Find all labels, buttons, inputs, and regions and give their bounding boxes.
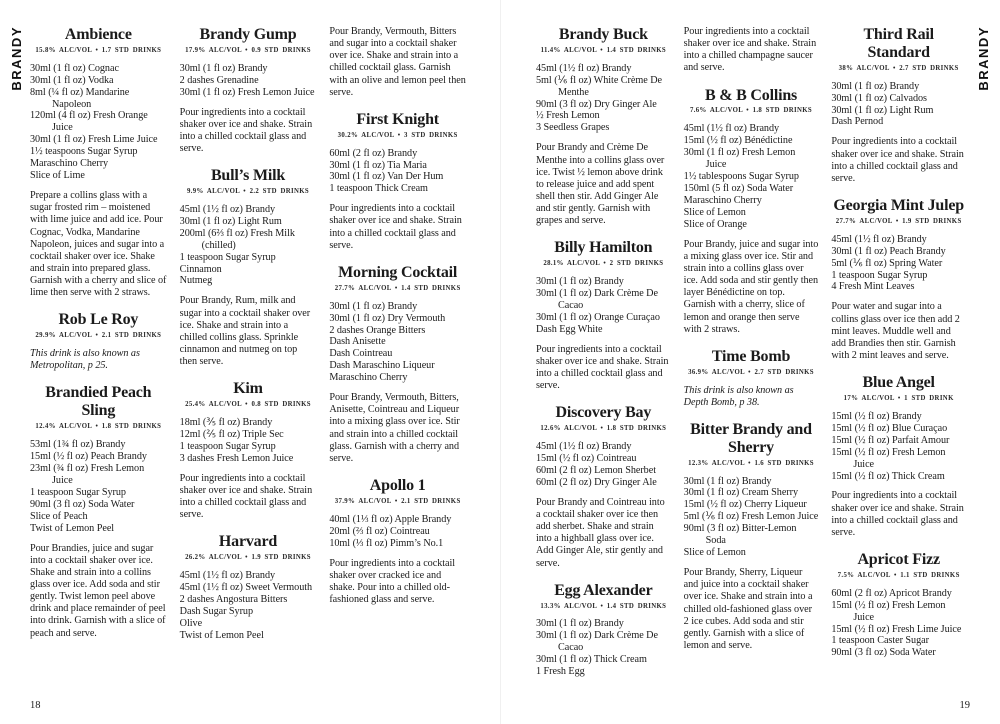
recipe-column: [831, 26, 966, 694]
recipe-stats: 37.9% ALC/VOL • 2.1 STD DRINKS: [334, 497, 461, 505]
method-paragraph: Pour ingredients into a cocktail shaker over ice and shake. Strain into a chilled cocktail glass and serve.: [831, 490, 964, 538]
ingredient-line: 30ml (1 fl oz) Fresh Lemon Juice: [683, 147, 796, 171]
ingredient-line: 30ml (1 fl oz) Brandy: [683, 475, 772, 487]
ingredient-line: 3 dashes Fresh Lemon Juice: [179, 452, 294, 464]
ingredient-line: Dash Pernod: [831, 116, 884, 128]
ingredient-line: 30ml (1 fl oz) Dry Vermouth: [329, 312, 446, 324]
ingredient-line: 1½ tablespoons Sugar Syrup: [683, 171, 799, 183]
recipe-title: Egg Alexander: [554, 581, 653, 599]
ingredient-line: 15ml (½ fl oz) Fresh Lemon Juice: [831, 599, 946, 623]
ingredient-line: 1 teaspoon Sugar Syrup: [831, 269, 928, 281]
recipe-stats: 13.3% ALC/VOL • 1.4 STD DRINKS: [540, 602, 667, 610]
section-tab-brandy-left: BRANDY: [9, 26, 24, 91]
ingredient-line: 60ml (2 fl oz) Lemon Sherbet: [536, 464, 656, 476]
page-right-columns: [536, 26, 966, 694]
ingredient-list: [831, 234, 966, 294]
recipe-title: Rob Le Roy: [58, 311, 139, 329]
recipe-stats: 28.1% ALC/VOL • 2 STD DRINKS: [543, 260, 664, 268]
ingredient-line: 30ml (1 fl oz) Cream Sherry: [683, 487, 799, 499]
ingredient-line: 150ml (5 fl oz) Soda Water: [683, 182, 794, 194]
ingredient-line: Slice of Lemon: [683, 547, 746, 559]
recipe-title: B & B Collins: [704, 86, 798, 104]
ingredient-line: 30ml (1 fl oz) Fresh Lime Juice: [30, 134, 158, 146]
recipe-title: Apollo 1: [369, 477, 426, 495]
ingredient-list: [180, 204, 317, 288]
also-known-as-note: This drink is also known as Metropolitan, p 25.: [30, 348, 140, 372]
ingredient-line: 12ml (⅖ fl oz) Triple Sec: [179, 428, 284, 440]
ingredient-line: 30ml (1 fl oz) Light Rum: [179, 215, 282, 227]
ingredient-line: Dash Maraschino Liqueur: [329, 360, 435, 372]
ingredient-line: 15ml (½ fl oz) Thick Cream: [831, 470, 945, 482]
ingredient-line: 30ml (1 fl oz) Brandy: [536, 276, 624, 288]
ingredient-line: 8ml (¼ fl oz) Mandarine Napoleon: [30, 86, 130, 110]
recipe-stats: 9.9% ALC/VOL • 2.2 STD DRINKS: [186, 188, 310, 196]
ingredient-line: ½ Fresh Lemon: [536, 110, 600, 122]
ingredient-line: 15ml (½ fl oz) Brandy: [831, 410, 922, 422]
recipe-stats: 25.4% ALC/VOL • 0.8 STD DRINKS: [185, 401, 311, 409]
ingredient-line: 20ml (⅔ fl oz) Cointreau: [329, 525, 430, 537]
ingredient-line: 5ml (⅙ fl oz) White Crème De Menthe: [536, 74, 662, 98]
recipe-stats: 12.4% ALC/VOL • 1.8 STD DRINKS: [35, 423, 162, 431]
ingredient-line: 1 teaspoon Caster Sugar: [831, 635, 929, 647]
ingredient-line: 30ml (1 fl oz) Van Der Hum: [329, 171, 444, 183]
recipe-stats: 36.9% ALC/VOL • 2.7 STD DRINKS: [688, 368, 814, 376]
recipe-stats: 27.7% ALC/VOL • 1.4 STD DRINKS: [334, 284, 461, 292]
recipe-title: Morning Cocktail: [338, 263, 458, 281]
ingredient-line: 30ml (1 fl oz) Orange Curaçao: [536, 311, 660, 323]
method-paragraph: Pour ingredients into a cocktail shaker over ice and shake. Strain into a chilled cocktail glass and serve.: [831, 136, 964, 184]
ingredient-line: 15ml (½ fl oz) Blue Curaçao: [831, 422, 948, 434]
ingredient-line: 15ml (½ fl oz) Cointreau: [536, 453, 637, 464]
ingredient-line: 30ml (1 fl oz) Fresh Lemon Juice: [179, 86, 315, 98]
method-paragraph: Pour Brandy, juice and sugar into a mixing glass over ice. Stir and strain into a collins glass over ice. Add soda and stir gently then layer Bénédictine on top. Garnish with a cherry, slice of lemon and orange then serve with 2 straws.: [683, 238, 819, 335]
ingredient-list: [684, 123, 819, 230]
recipe-column: [329, 26, 466, 694]
ingredient-line: 200ml (6⅔ fl oz) Fresh Milk (chilled): [179, 227, 295, 251]
ingredient-list: [329, 148, 466, 196]
recipe-stats: 12.6% ALC/VOL • 1.8 STD DRINKS: [540, 425, 667, 433]
ingredient-line: Dash Cointreau: [329, 348, 393, 360]
ingredient-line: 30ml (1 fl oz) Brandy: [179, 62, 268, 74]
ingredient-line: 30ml (1 fl oz) Vodka: [30, 74, 114, 86]
method-paragraph: Pour ingredients into a cocktail shaker over cracked ice and shake. Pour into a chilled old-fashioned glass and serve.: [329, 557, 456, 605]
ingredient-line: 18ml (⅗ fl oz) Brandy: [179, 416, 273, 428]
recipe-stats: 7.5% ALC/VOL • 1.1 STD DRINKS: [837, 571, 960, 579]
also-known-as-note: This drink is also known as Depth Bomb, p 38.: [683, 384, 794, 408]
page-number-right: 19: [959, 700, 970, 711]
ingredient-line: 120ml (4 fl oz) Fresh Orange Juice: [30, 110, 148, 134]
ingredient-line: Slice of Orange: [683, 218, 747, 230]
ingredient-list: [831, 81, 966, 129]
ingredient-line: 15ml (½ fl oz) Bénédictine: [683, 135, 793, 147]
ingredient-line: 30ml (1 fl oz) Brandy: [831, 80, 920, 92]
ingredient-line: 45ml (1½ fl oz) Brandy: [536, 441, 632, 453]
recipe-stats: 7.6% ALC/VOL • 1.8 STD DRINKS: [689, 107, 813, 115]
method-paragraph: Pour Brandies, juice and sugar into a cocktail shaker over ice. Shake and strain into a collins glass over ice. Add soda and stir gently. Twist lemon peel above drink and place remainder of peel into drink. Garnish with a slice of peach and serve.: [30, 542, 166, 639]
ingredient-list: [329, 514, 466, 550]
method-paragraph: Pour Brandy and Cointreau into a cocktail shaker over ice then add sherbet. Shake and strain into a highball glass over ice. Add Ginger Ale, stir gently and serve.: [536, 496, 665, 569]
method-paragraph: Pour ingredients into a cocktail shaker over ice and shake. Strain into a chilled champagne saucer and serve.: [683, 26, 817, 74]
recipe-title: Brandy Buck: [558, 26, 648, 43]
ingredient-line: Slice of Lime: [30, 170, 85, 182]
recipe-stats: 15.8% ALC/VOL • 1.7 STD DRINKS: [35, 46, 162, 54]
ingredient-line: 30ml (1 fl oz) Brandy: [536, 618, 624, 630]
ingredient-line: 53ml (1¾ fl oz) Brandy: [30, 439, 126, 451]
ingredient-line: 90ml (3 fl oz) Bitter-Lemon Soda: [683, 523, 797, 547]
ingredient-line: Twist of Lemon Peel: [30, 522, 115, 534]
ingredient-line: 1 teaspoon Sugar Syrup: [30, 486, 126, 498]
recipe-title: Blue Angel: [862, 374, 935, 392]
method-paragraph: Pour Brandy and Crème De Menthe into a collins glass over ice. Twist ½ lemon above drink to release juice and add spent shell then stir. Add Ginger Ale and stir gently. Garnish with grapes and serve.: [536, 142, 665, 227]
ingredient-line: 90ml (3 fl oz) Soda Water: [30, 498, 135, 510]
ingredient-list: [536, 441, 671, 489]
ingredient-list: [180, 570, 317, 642]
ingredient-list: [180, 417, 317, 465]
method-paragraph: Prepare a collins glass with a sugar frosted rim – moistened with lime juice and add ice. Pour Cognac, Vodka, Mandarine Napoleon, juices and sugar into a cocktail shaker over ice. Shake and strain into prepared glass. Garnish with a cherry and slice of lime then serve with 2 straws.: [30, 190, 167, 299]
ingredient-line: 30ml (1 fl oz) Cognac: [30, 62, 119, 74]
ingredient-line: Maraschino Cherry: [329, 372, 408, 384]
ingredient-line: 45ml (1½ fl oz) Brandy: [179, 203, 276, 215]
ingredient-line: Olive: [179, 617, 203, 629]
recipe-title: Harvard: [218, 533, 278, 551]
ingredient-line: Dash Sugar Syrup: [179, 605, 254, 617]
ingredient-list: [329, 301, 466, 385]
method-paragraph: Pour ingredients into a cocktail shaker over ice and shake. Strain into a chilled cocktail glass and serve.: [329, 203, 462, 251]
ingredient-line: 1 teaspoon Thick Cream: [329, 183, 428, 195]
ingredient-line: 60ml (2 fl oz) Apricot Brandy: [831, 587, 952, 599]
ingredient-list: [536, 276, 671, 336]
ingredient-list: [30, 63, 167, 182]
ingredient-list: [684, 476, 819, 560]
method-paragraph: Pour Brandy, Rum, milk and sugar into a cocktail shaker over ice. Shake and strain into a chilled collins glass. Sprinkle cinnamon and nutmeg on top then serve.: [179, 295, 311, 368]
recipe-title: Bull’s Milk: [210, 167, 286, 185]
ingredient-list: [536, 618, 671, 678]
ingredient-line: 1 Fresh Egg: [536, 666, 585, 678]
ingredient-line: 10ml (⅓ fl oz) Pimm’s No.1: [329, 537, 444, 549]
ingredient-line: 30ml (1 fl oz) Light Rum: [831, 104, 934, 116]
recipe-title: Brandied Peach Sling: [45, 384, 152, 420]
ingredient-list: [30, 439, 167, 535]
ingredient-line: 1½ teaspoons Sugar Syrup: [30, 146, 138, 158]
ingredient-line: 30ml (1 fl oz) Dark Crème De Cacao: [536, 630, 658, 654]
ingredient-line: 40ml (1⅓ fl oz) Apple Brandy: [329, 513, 452, 525]
ingredient-line: Dash Egg White: [536, 323, 603, 335]
ingredient-line: 15ml (½ fl oz) Peach Brandy: [30, 450, 147, 462]
ingredient-list: [831, 588, 966, 660]
ingredient-line: Nutmeg: [179, 275, 213, 287]
ingredient-line: 60ml (2 fl oz) Brandy: [329, 147, 418, 159]
ingredient-line: 15ml (½ fl oz) Fresh Lemon Juice: [831, 446, 946, 470]
recipe-title: Bitter Brandy and Sherry: [690, 420, 812, 456]
ingredient-line: Maraschino Cherry: [683, 194, 762, 206]
method-paragraph: Pour ingredients into a cocktail shaker over ice and shake. Strain into a chilled cocktail glass and serve.: [536, 343, 669, 392]
ingredient-line: 30ml (1 fl oz) Peach Brandy: [831, 245, 946, 257]
recipe-column: [536, 26, 671, 694]
ingredient-line: 45ml (1½ fl oz) Sweet Vermouth: [179, 581, 313, 593]
ingredient-line: Slice of Peach: [30, 510, 88, 522]
recipe-title: Discovery Bay: [555, 404, 652, 422]
ingredient-line: 60ml (2 fl oz) Dry Ginger Ale: [536, 476, 657, 488]
ingredient-line: Twist of Lemon Peel: [179, 629, 264, 641]
ingredient-line: Maraschino Cherry: [30, 158, 109, 170]
recipe-stats: 26.2% ALC/VOL • 1.9 STD DRINKS: [185, 554, 311, 562]
method-paragraph: Pour ingredients into a cocktail shaker over ice and shake. Strain into a chilled cocktail glass and serve.: [179, 472, 313, 521]
ingredient-line: 45ml (1½ fl oz) Brandy: [536, 62, 632, 74]
recipe-stats: 17.9% ALC/VOL • 0.9 STD DRINKS: [185, 46, 311, 54]
ingredient-list: [831, 411, 966, 483]
page-right: [500, 0, 1000, 724]
recipe-title: Billy Hamilton: [554, 239, 653, 257]
ingredient-line: 2 dashes Grenadine: [179, 74, 259, 86]
ingredient-line: 45ml (1½ fl oz) Brandy: [831, 233, 927, 245]
page-number-left: 18: [30, 700, 41, 711]
ingredient-line: 90ml (3 fl oz) Soda Water: [831, 647, 936, 659]
ingredient-line: 23ml (¾ fl oz) Fresh Lemon Juice: [30, 462, 145, 486]
page-left-columns: [30, 26, 466, 694]
recipe-title: First Knight: [356, 110, 439, 128]
recipe-stats: 27.7% ALC/VOL • 1.9 STD DRINKS: [835, 217, 962, 225]
ingredient-line: 15ml (½ fl oz) Parfait Amour: [831, 434, 950, 446]
ingredient-line: 2 dashes Orange Bitters: [329, 324, 426, 336]
method-paragraph: Pour ingredients into a cocktail shaker over ice and shake. Strain into a chilled cocktail glass and serve.: [179, 106, 313, 154]
recipe-stats: 29.9% ALC/VOL • 2.1 STD DRINKS: [35, 332, 162, 340]
ingredient-line: 1 teaspoon Sugar Syrup: [179, 251, 276, 263]
ingredient-line: 5ml (⅙ fl oz) Spring Water: [831, 257, 943, 269]
recipe-title: Brandy Gump: [199, 26, 297, 43]
ingredient-line: 45ml (1½ fl oz) Brandy: [179, 570, 276, 582]
ingredient-line: 15ml (½ fl oz) Fresh Lime Juice: [831, 623, 962, 635]
recipe-stats: 12.3% ALC/VOL • 1.6 STD DRINKS: [688, 459, 814, 467]
ingredient-line: 90ml (3 fl oz) Dry Ginger Ale: [536, 98, 657, 110]
ingredient-line: Cinnamon: [179, 263, 222, 275]
ingredient-line: 5ml (⅙ fl oz) Fresh Lemon Juice: [683, 511, 819, 523]
recipe-title: Time Bomb: [711, 347, 791, 365]
method-paragraph: Pour Brandy, Sherry, Liqueur and juice into a cocktail shaker over ice. Shake and strain into a chilled old-fashioned glass over 2 ice cubes. Add soda and stir gently. Garnish with a slice of lemon and serve.: [683, 567, 813, 651]
ingredient-line: 2 dashes Angostura Bitters: [179, 593, 288, 605]
ingredient-list: [180, 63, 317, 99]
ingredient-list: [536, 63, 671, 135]
recipe-title: Ambience: [64, 26, 132, 43]
recipe-stats: 17% ALC/VOL • 1 STD DRINK: [843, 394, 954, 402]
recipe-stats: 11.4% ALC/VOL • 1.4 STD DRINKS: [540, 46, 667, 54]
ingredient-line: 30ml (1 fl oz) Dark Crème De Cacao: [536, 288, 658, 311]
recipe-column: [684, 26, 819, 694]
ingredient-line: Slice of Lemon: [683, 206, 746, 218]
recipe-title: Third Rail Standard: [863, 26, 934, 61]
method-paragraph: Pour Brandy, Vermouth, Bitters and sugar into a cocktail shaker over ice. Shake and strain into a chilled cocktail glass. Garnish with an olive and lemon peel then serve.: [329, 26, 466, 98]
recipe-stats: 30.2% ALC/VOL • 3 STD DRINKS: [337, 131, 458, 139]
ingredient-line: 30ml (1 fl oz) Thick Cream: [536, 654, 647, 666]
ingredient-line: 30ml (1 fl oz) Calvados: [831, 92, 927, 104]
ingredient-line: 45ml (1½ fl oz) Brandy: [683, 123, 780, 135]
recipe-column: [180, 26, 317, 694]
recipe-title: Kim: [233, 380, 263, 398]
ingredient-line: 15ml (½ fl oz) Cherry Liqueur: [683, 499, 807, 511]
recipe-title: Apricot Fizz: [857, 551, 940, 568]
ingredient-line: 3 Seedless Grapes: [536, 122, 610, 134]
method-paragraph: Pour Brandy, Vermouth, Bitters, Anisette, Cointreau and Liqueur into a mixing glass over ice. Stir and strain into a chilled cocktail glass. Garnish with a cherry and serve.: [329, 392, 460, 464]
ingredient-line: 1 teaspoon Sugar Syrup: [179, 440, 276, 452]
recipe-column: [30, 26, 167, 694]
method-paragraph: Pour water and sugar into a collins glass over ice then add 2 mint leaves. Muddle well and add Brandies then stir. Garnish with 2 mint leaves and serve.: [831, 301, 960, 361]
ingredient-line: 4 Fresh Mint Leaves: [831, 281, 915, 293]
ingredient-line: 30ml (1 fl oz) Brandy: [329, 300, 418, 312]
ingredient-line: Dash Anisette: [329, 336, 386, 348]
ingredient-line: 30ml (1 fl oz) Tia Maria: [329, 159, 427, 171]
recipe-stats: 38% ALC/VOL • 2.7 STD DRINKS: [838, 64, 959, 72]
section-tab-brandy-right: BRANDY: [976, 26, 991, 91]
recipe-title: Georgia Mint Julep: [833, 196, 964, 214]
